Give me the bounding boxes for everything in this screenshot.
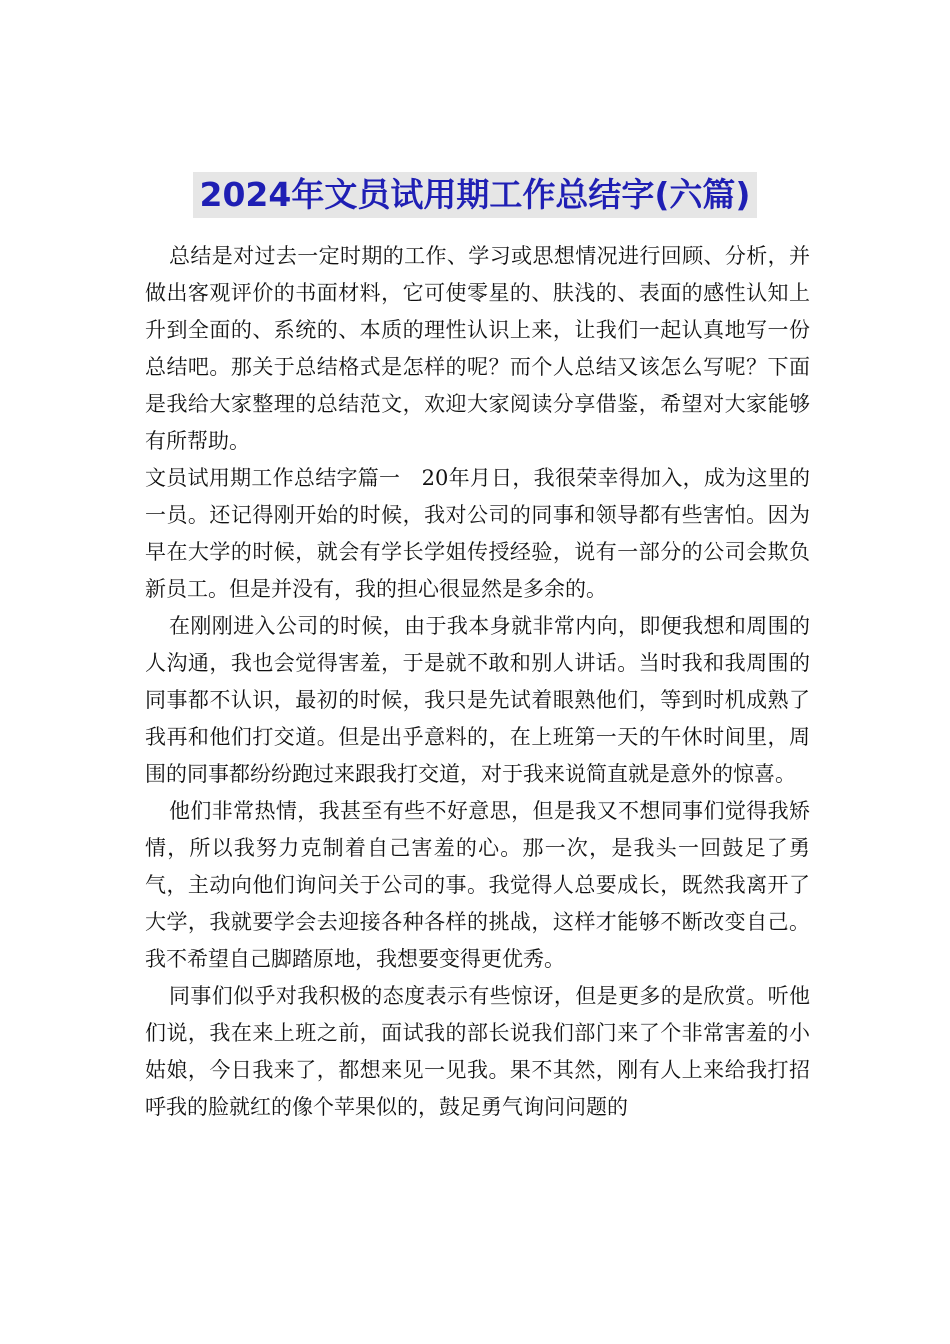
paragraph-intro: 总结是对过去一定时期的工作、学习或思想情况进行回顾、分析，并做出客观评价的书面材料，它可使零星的、肤浅的、表面的感性认知上升到全面的、系统的、本质的理性认识上来，让我们一起认真地写一份总结吧。那关于总结格式是怎样的呢？而个人总结又该怎么写呢？下面是我给大家整理的总结范文，欢迎大家阅读分享借鉴，希望对大家能够有所帮助。 xyxy=(145,244,810,453)
document-title: 2024年文员试用期工作总结字(六篇) xyxy=(193,172,756,218)
paragraph-section-one: 文员试用期工作总结字篇一 20年月日，我很荣幸得加入，成为这里的一员。还记得刚开始的时候，我对公司的同事和领导都有些害怕。因为早在大学的时候，就会有学长学姐传授经验，说有一部分的公司会欺负新员工。但是并没有，我的担心很显然是多余的。 xyxy=(145,466,810,601)
title-container xyxy=(0,172,950,218)
paragraph: 他们非常热情，我甚至有些不好意思，但是我又不想同事们觉得我矫情，所以我努力克制着自己害羞的心。那一次，是我头一回鼓足了勇气，主动向他们询问关于公司的事。我觉得人总要成长，既然我离开了大学，我就要学会去迎接各种各样的挑战，这样才能够不断改变自己。我不希望自己脚踏原地，我想要变得更优秀。 xyxy=(145,799,810,971)
paragraph: 同事们似乎对我积极的态度表示有些惊讶，但是更多的是欣赏。听他们说，我在来上班之前，面试我的部长说我们部门来了个非常害羞的小姑娘，今日我来了，都想来见一见我。果不其然，刚有人上来给我打招呼我的脸就红的像个苹果似的，鼓足勇气询问问题的 xyxy=(145,984,810,1119)
paragraph: 在刚刚进入公司的时候，由于我本身就非常内向，即便我想和周围的人沟通，我也会觉得害羞，于是就不敢和别人讲话。当时我和我周围的同事都不认识，最初的时候，我只是先试着眼熟他们，等到时机成熟了我再和他们打交道。但是出乎意料的，在上班第一天的午休时间里，周围的同事都纷纷跑过来跟我打交道，对于我来说简直就是意外的惊喜。 xyxy=(145,614,810,786)
document-body xyxy=(145,238,810,1126)
